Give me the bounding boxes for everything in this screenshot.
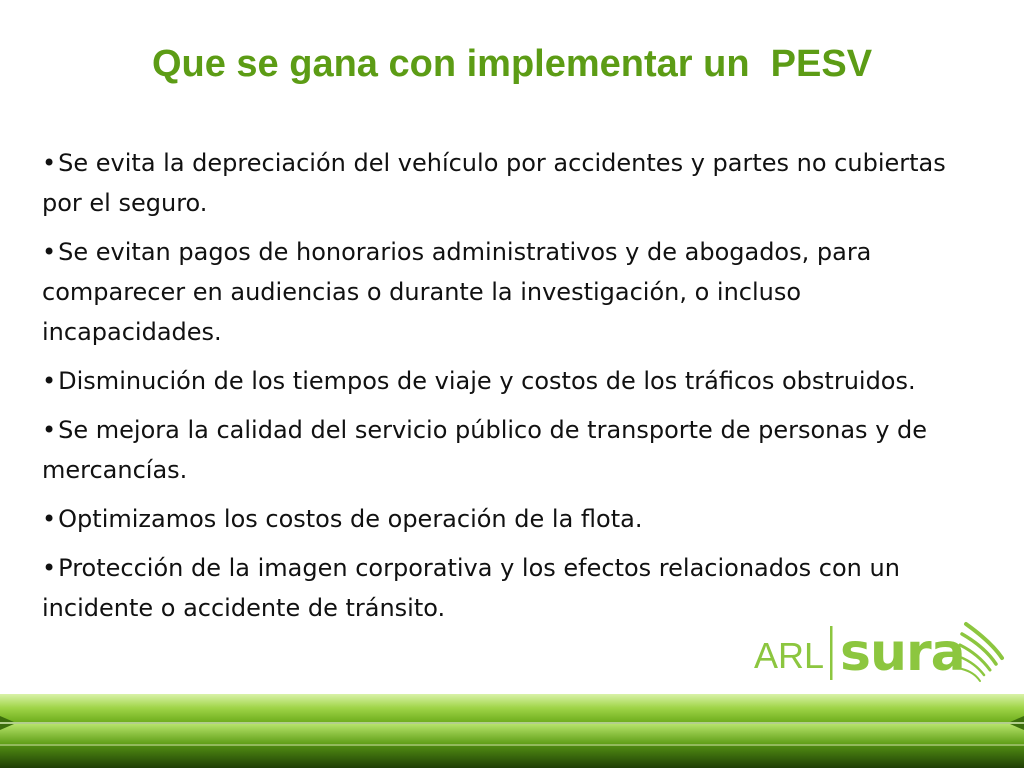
logo-prefix-text: ARL [754, 635, 825, 676]
logo-rays-icon [960, 624, 1002, 681]
bullet-mark: • [42, 149, 57, 177]
bullet-text: Se evita la depreciación del vehículo por accidentes y partes no cubiertas por el seguro. [42, 149, 946, 217]
bullet-list [42, 143, 987, 637]
bullet-text: Protección de la imagen corporativa y los efectos relacionados con un incidente o accidente de tránsito. [42, 554, 900, 622]
bullet-mark: • [42, 238, 57, 266]
bullet-text: Se mejora la calidad del servicio público de transporte de personas y de mercancías. [42, 416, 928, 484]
bullet-item [42, 499, 987, 539]
bullet-mark: • [42, 416, 57, 444]
logo-divider [830, 626, 833, 680]
arl-sura-logo-graphic [750, 612, 1010, 690]
bullet-text: Se evitan pagos de honorarios administrativos y de abogados, para comparecer en audiencias o durante la investigación, o incluso incapacidades. [42, 238, 872, 346]
bullet-item [42, 232, 987, 352]
bullet-item [42, 410, 987, 490]
bullet-text: Optimizamos los costos de operación de la flota. [58, 505, 643, 533]
bullet-mark: • [42, 367, 57, 395]
footer-decorative-band [0, 694, 1024, 768]
slide-title: Que se gana con implementar un PESV [151, 43, 873, 85]
bullet-item [42, 361, 987, 401]
arl-sura-logo [750, 612, 1010, 690]
bullet-mark: • [42, 505, 57, 533]
bullet-mark: • [42, 554, 57, 582]
logo-brand-text: sura [840, 623, 965, 683]
footer-band-graphic [0, 694, 1024, 768]
bullet-item [42, 143, 987, 223]
bullet-text: Disminución de los tiempos de viaje y costos de los tráficos obstruidos. [58, 367, 916, 395]
